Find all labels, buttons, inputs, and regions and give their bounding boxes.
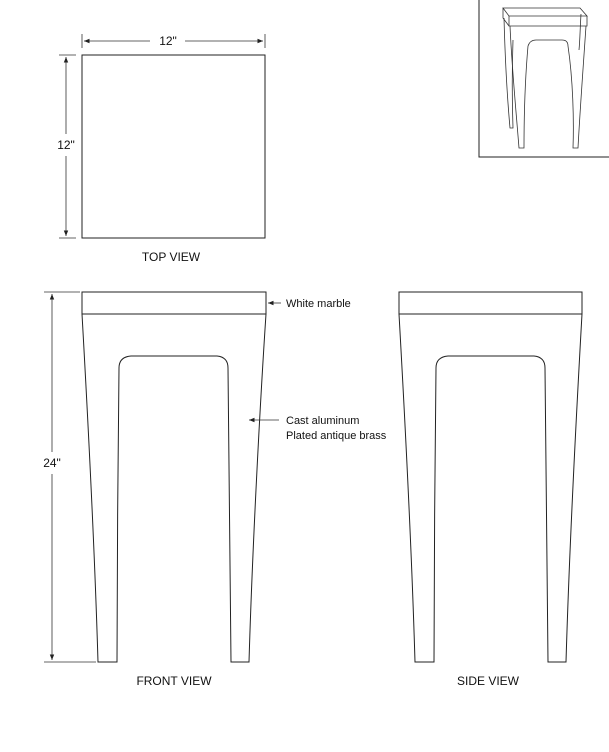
front-view-frame	[82, 314, 266, 662]
top-view-caption: TOP VIEW	[141, 250, 201, 264]
frame-callout	[249, 415, 387, 442]
height-label: 24"	[43, 456, 61, 470]
marble-callout-label: White marble	[286, 298, 351, 310]
marble-callout	[268, 298, 351, 310]
top-depth-dimension	[57, 55, 76, 238]
top-view-outline	[82, 55, 265, 238]
side-view-frame	[399, 314, 582, 662]
perspective-table-drawing	[503, 8, 587, 148]
side-view	[399, 292, 582, 688]
frame-callout-line2: Plated antique brass	[286, 430, 387, 442]
front-view-caption: FRONT VIEW	[136, 674, 212, 688]
front-view-marble-top	[82, 292, 266, 314]
side-view-marble-top	[399, 292, 582, 314]
perspective-thumbnail	[479, 0, 609, 157]
top-width-dimension	[82, 34, 265, 48]
top-depth-label: 12"	[57, 138, 75, 152]
frame-callout-line1: Cast aluminum	[286, 415, 360, 427]
top-width-label: 12"	[159, 34, 177, 48]
side-view-caption: SIDE VIEW	[456, 674, 520, 688]
top-view	[57, 34, 265, 264]
front-view	[43, 292, 387, 688]
height-dimension	[43, 292, 96, 662]
